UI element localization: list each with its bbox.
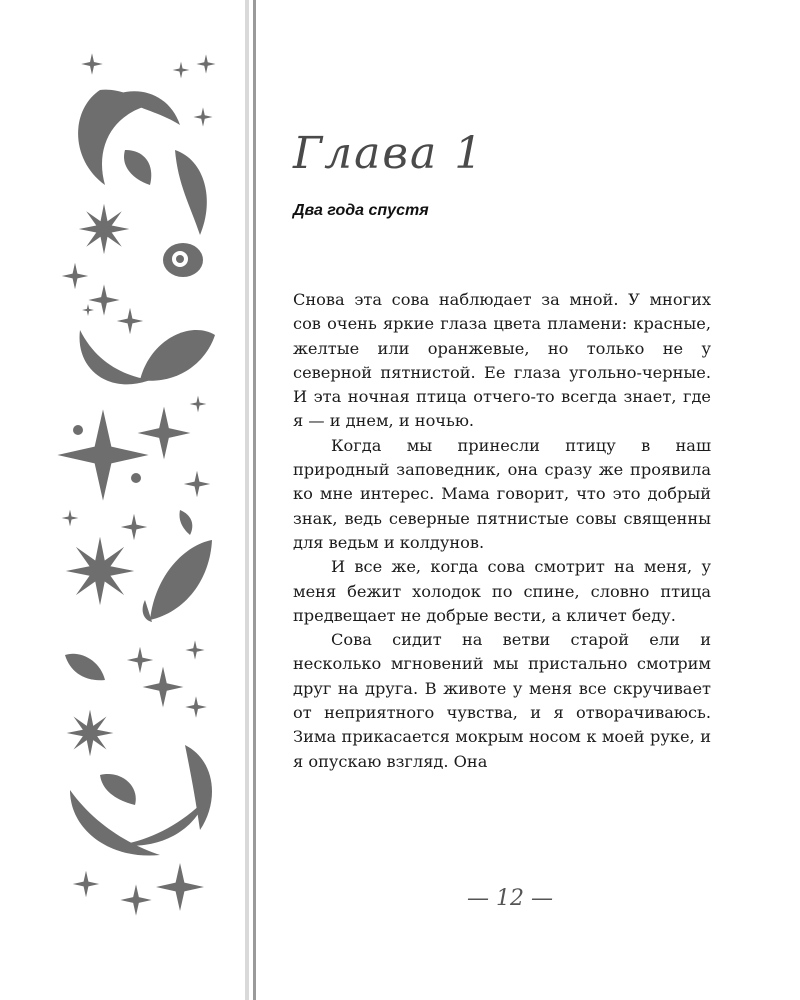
feather-icon xyxy=(150,540,212,620)
star-icon xyxy=(121,514,147,540)
feather-icon xyxy=(120,800,205,846)
star-icon xyxy=(62,510,79,527)
star-icon xyxy=(190,396,207,413)
sparkle-icon xyxy=(67,710,114,757)
paragraph: Снова эта сова наблюдает за мной. У многих сов очень яркие глаза цвета пламени: красные, желтые или оранжевые, но только не у северной пятнистой. Ее глаза угольно-черные. И эта ночная птица отчего-то всегда знает, где я — и днем, и ночью. xyxy=(293,290,711,431)
dot-icon xyxy=(73,425,83,435)
star-icon xyxy=(185,696,207,718)
star-icon xyxy=(185,640,204,659)
feather-icon xyxy=(100,774,136,805)
star-icon xyxy=(117,308,143,334)
feather-icon xyxy=(124,150,151,185)
star-icon xyxy=(196,54,215,73)
star-icon xyxy=(82,304,94,316)
star-icon xyxy=(81,53,103,75)
feather-icon xyxy=(143,600,152,622)
feather-icon xyxy=(179,510,192,535)
star-icon xyxy=(127,647,153,673)
chapter-subtitle: Два года спустя xyxy=(293,202,429,219)
star-icon xyxy=(193,107,212,126)
star-icon xyxy=(73,871,99,897)
star-icon xyxy=(88,284,119,315)
dot-icon xyxy=(131,473,141,483)
page-gutter-line xyxy=(253,0,256,1000)
feather-icon xyxy=(70,790,160,856)
sparkle-icon xyxy=(156,863,204,911)
feather-icon xyxy=(65,654,105,681)
star-icon xyxy=(173,62,190,79)
star-icon xyxy=(120,884,151,915)
feather-icon xyxy=(80,330,150,384)
sparkle-icon xyxy=(66,537,134,605)
sparkle-icon xyxy=(138,407,191,460)
page-gutter-line xyxy=(245,0,249,1000)
sparkle-icon xyxy=(57,409,148,500)
paragraph: Когда мы принесли птицу в наш природный заповедник, она сразу же проявила ко мне интерес. Мама говорит, что это добрый знак, ведь северные пятнистые совы священны для ведьм и колдунов. xyxy=(293,435,711,552)
paragraph: И все же, когда сова смотрит на меня, у меня бежит холодок по спине, словно птица предвещает не добрые вести, а кличет беду. xyxy=(293,557,711,625)
feather-icon xyxy=(140,330,215,381)
decorative-ornament-band xyxy=(0,0,245,1000)
chapter-body xyxy=(293,288,711,774)
star-icon xyxy=(62,263,88,289)
page-number: — 12 — xyxy=(467,886,553,911)
feather-icon xyxy=(175,150,207,235)
paragraph: Сова сидит на ветви старой ели и несколько мгновений мы пристально смотрим друг на друга. В животе у меня все скручивает от неприятного чувства, и я отворачиваюсь. Зима прикасается мокрым носом к моей руке, и я опускаю взгляд. Она xyxy=(293,630,711,771)
star-icon xyxy=(184,471,210,497)
feathers-and-stars-ornament xyxy=(0,0,245,1000)
chapter-title: Глава 1 xyxy=(293,128,485,179)
sparkle-icon xyxy=(143,667,184,708)
sparkle-icon xyxy=(79,204,129,254)
